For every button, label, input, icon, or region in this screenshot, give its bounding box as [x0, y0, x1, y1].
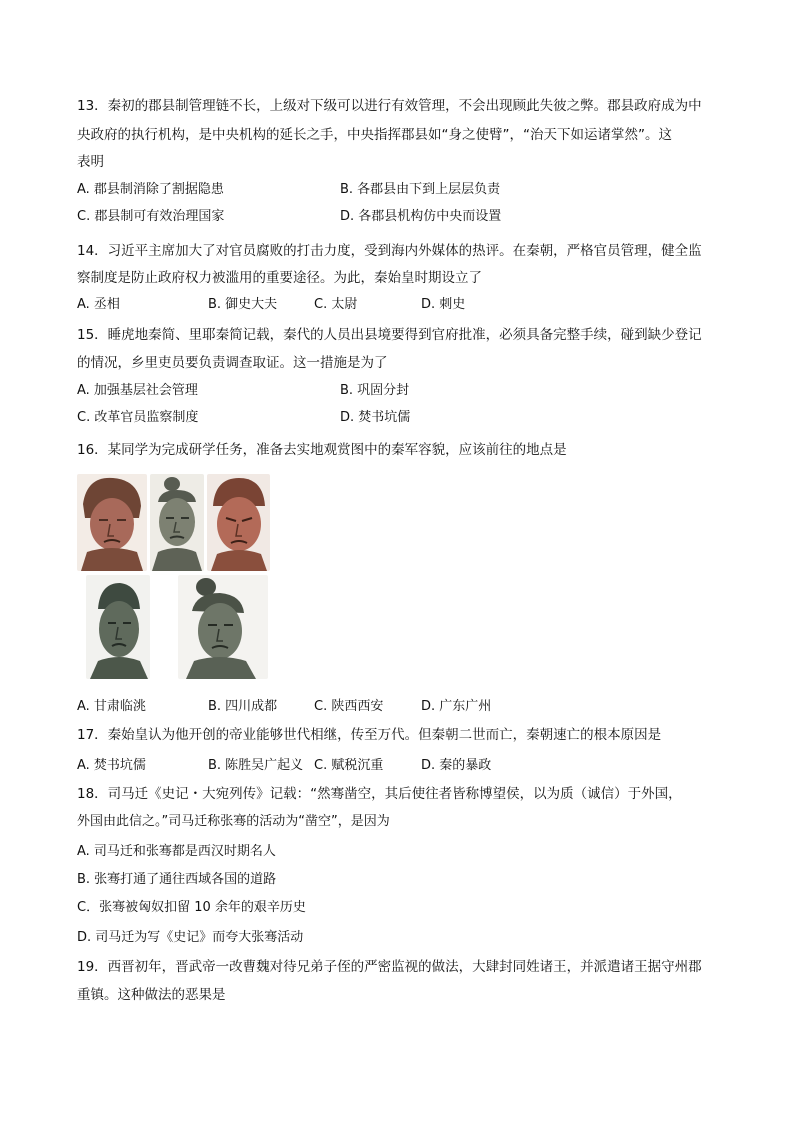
terracotta-warrior-photo-1: [77, 474, 147, 571]
q18-option-c[interactable]: C．张骞被匈奴扣留 10 余年的艰辛历史: [77, 900, 306, 915]
q19-line-2: 重镇。这种做法的恶果是: [77, 987, 226, 1003]
q17-option-d[interactable]: D. 秦的暴政: [421, 758, 492, 773]
q15-option-a[interactable]: A. 加强基层社会管理: [77, 383, 198, 398]
q13-line-3: 表明: [77, 154, 104, 170]
terracotta-warrior-photo-3: [207, 474, 270, 571]
q16-option-a[interactable]: A. 甘肃临洮: [77, 699, 146, 714]
q13-option-c[interactable]: C. 郡县制可有效治理国家: [77, 209, 225, 224]
q17-option-b[interactable]: B. 陈胜吴广起义: [208, 758, 304, 773]
q14-option-d[interactable]: D. 刺史: [421, 297, 466, 312]
q17-option-c[interactable]: C. 赋税沉重: [314, 758, 384, 773]
terracotta-warrior-photo-5: [178, 575, 268, 679]
terracotta-warrior-photo-2: [150, 474, 204, 571]
q15-option-d[interactable]: D. 焚书坑儒: [340, 410, 411, 425]
q18-option-d[interactable]: D. 司马迁为写《史记》而夸大张骞活动: [77, 930, 304, 945]
q14-line-2: 察制度是防止政府权力被滥用的重要途径。为此，秦始皇时期设立了: [77, 270, 482, 286]
terracotta-warrior-photo-4: [86, 575, 150, 679]
q14-option-a[interactable]: A. 丞相: [77, 297, 120, 312]
q18-option-b[interactable]: B. 张骞打通了通往西域各国的道路: [77, 872, 277, 887]
q16-option-c[interactable]: C. 陕西西安: [314, 699, 384, 714]
q16-line-1: 16．某同学为完成研学任务，准备去实地观赏图中的秦军容貌，应该前往的地点是: [77, 442, 567, 458]
q15-option-b[interactable]: B. 巩固分封: [340, 383, 410, 398]
q13-option-d[interactable]: D. 各郡县机构仿中央而设置: [340, 209, 502, 224]
q15-option-c[interactable]: C. 改革官员监察制度: [77, 410, 199, 425]
q13-line-2: 央政府的执行机构，是中央机构的延长之手，中央指挥郡县如“身之使臂”，“治天下如运诸掌然”。这: [77, 127, 672, 143]
q16-option-b[interactable]: B. 四川成都: [208, 699, 278, 714]
q18-line-2: 外国由此信之。”司马迁称张骞的活动为“凿空”，是因为: [77, 814, 390, 829]
q15-line-1: 15．睡虎地秦简、里耶秦简记载，秦代的人员出县境要得到官府批准，必须具备完整手续，碰到缺少登记: [77, 327, 702, 343]
q18-option-a[interactable]: A. 司马迁和张骞都是西汉时期名人: [77, 844, 276, 859]
q14-option-c[interactable]: C. 太尉: [314, 297, 358, 312]
q18-line-1: 18．司马迁《史记・大宛列传》记载：“然骞凿空，其后使往者皆称博望侯，以为质（诚信）于外国，: [77, 786, 682, 802]
q16-option-d[interactable]: D. 广东广州: [421, 699, 492, 714]
q14-line-1: 14．习近平主席加大了对官员腐败的打击力度，受到海内外媒体的热评。在秦朝，严格官员管理，健全监: [77, 243, 702, 259]
q13-line-1: 13．秦初的郡县制管理链不长，上级对下级可以进行有效管理，不会出现顾此失彼之弊。郡县政府成为中: [77, 98, 702, 114]
q17-line-1: 17．秦始皇认为他开创的帝业能够世代相继，传至万代。但秦朝二世而亡，秦朝速亡的根本原因是: [77, 727, 662, 743]
q13-option-a[interactable]: A. 郡县制消除了割据隐患: [77, 182, 224, 197]
q13-option-b[interactable]: B. 各郡县由下到上层层负责: [340, 182, 501, 197]
q19-line-1: 19．西晋初年，晋武帝一改曹魏对待兄弟子侄的严密监视的做法，大肆封同姓诸王，并派遣诸王据守州郡: [77, 959, 702, 975]
q15-line-2: 的情况，乡里吏员要负责调查取证。这一措施是为了: [77, 355, 388, 371]
q14-option-b[interactable]: B. 御史大夫: [208, 297, 278, 312]
q17-option-a[interactable]: A. 焚书坑儒: [77, 758, 146, 773]
